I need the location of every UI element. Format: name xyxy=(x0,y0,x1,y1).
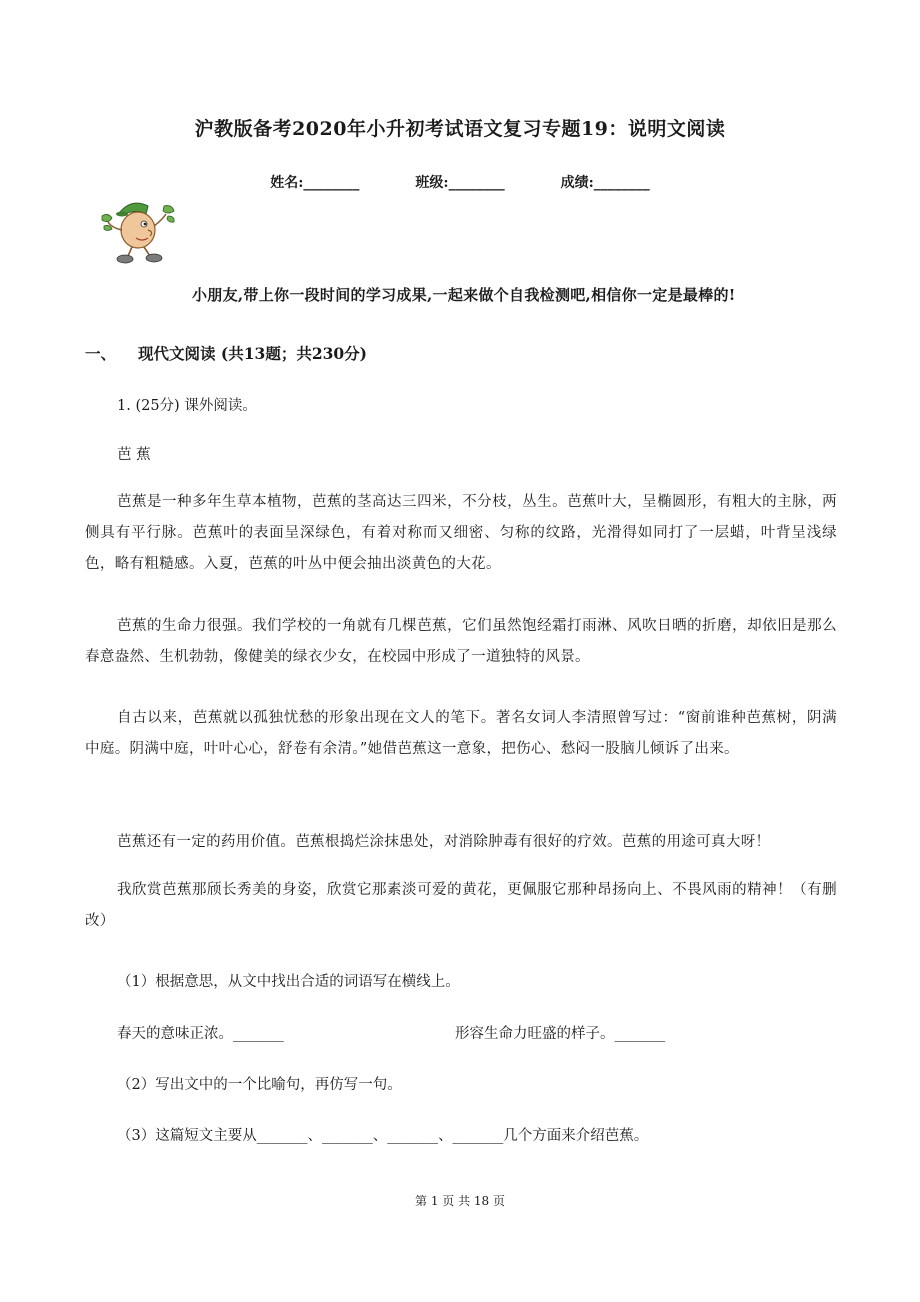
sub-question-3: （3）这篇短文主要从_______、_______、_______、_______几个方面来介绍芭蕉。 xyxy=(117,1128,649,1144)
sub-question-1: （1）根据意思，从文中找出合适的词语写在横线上。 xyxy=(117,974,460,990)
fill-blank-2: 形容生命力旺盛的样子。_______ xyxy=(455,1026,666,1042)
greeting-text: 小朋友,带上你一段时间的学习成果,一起来做个自我检测吧,相信你一定是最棒的! xyxy=(192,286,736,304)
section-number: 一、 xyxy=(85,344,117,363)
article-paragraph-5: 我欣赏芭蕉那颀长秀美的身姿，欣赏它那素淡可爱的黄花，更佩服它那种昂扬向上、不畏风雨的精神！（有删改） xyxy=(85,882,837,929)
mascot-cartoon-icon xyxy=(98,196,178,266)
document-title: 沪教版备考2020年小升初考试语文复习专题19：说明文阅读 xyxy=(194,118,726,140)
question-label: 1. (25分) 课外阅读。 xyxy=(117,398,257,414)
article-paragraph-4: 芭蕉还有一定的药用价值。芭蕉根捣烂涂抹患处，对消除肿毒有很好的疗效。芭蕉的用途可真大呀！ xyxy=(117,834,771,850)
section-title: 现代文阅读 (共13题；共230分) xyxy=(138,344,368,363)
class-field: 班级:________ xyxy=(415,175,505,191)
student-info-row xyxy=(0,172,920,192)
article-paragraph-2: 芭蕉的生命力很强。我们学校的一角就有几棵芭蕉，它们虽然饱经霜打雨淋、风吹日晒的折磨，却依旧是那么春意盎然、生机勃勃，像健美的绿衣少女，在校园中形成了一道独特的风景。 xyxy=(85,618,837,665)
article-paragraph-1: 芭蕉是一种多年生草本植物，芭蕉的茎高达三四米，不分枝，丛生。芭蕉叶大，呈椭圆形，有粗大的主脉，两侧具有平行脉。芭蕉叶的表面呈深绿色，有着对称而又细密、匀称的纹路，光滑得如同打了一层蜡，叶背呈浅绿色，略有粗糙感。入夏，芭蕉的叶丛中便会抽出淡黄色的大花。 xyxy=(85,494,837,572)
name-field: 姓名:________ xyxy=(270,175,360,191)
article-paragraph-3: 自古以来，芭蕉就以孤独忧愁的形象出现在文人的笔下。著名女词人李清照曾写过：“窗前谁种芭蕉树，阴满中庭。阴满中庭，叶叶心心，舒卷有余清。”她借芭蕉这一意象，把伤心、愁闷一股脑儿倾诉了出来。 xyxy=(85,710,837,757)
score-field: 成绩:________ xyxy=(560,175,650,191)
page-footer: 第 1 页 共 18 页 xyxy=(415,1194,505,1208)
section-heading xyxy=(85,342,367,364)
sub-question-2: （2）写出文中的一个比喻句，再仿写一句。 xyxy=(117,1077,402,1093)
article-title: 芭 蕉 xyxy=(117,447,151,463)
fill-blank-1: 春天的意味正浓。_______ xyxy=(117,1026,284,1042)
